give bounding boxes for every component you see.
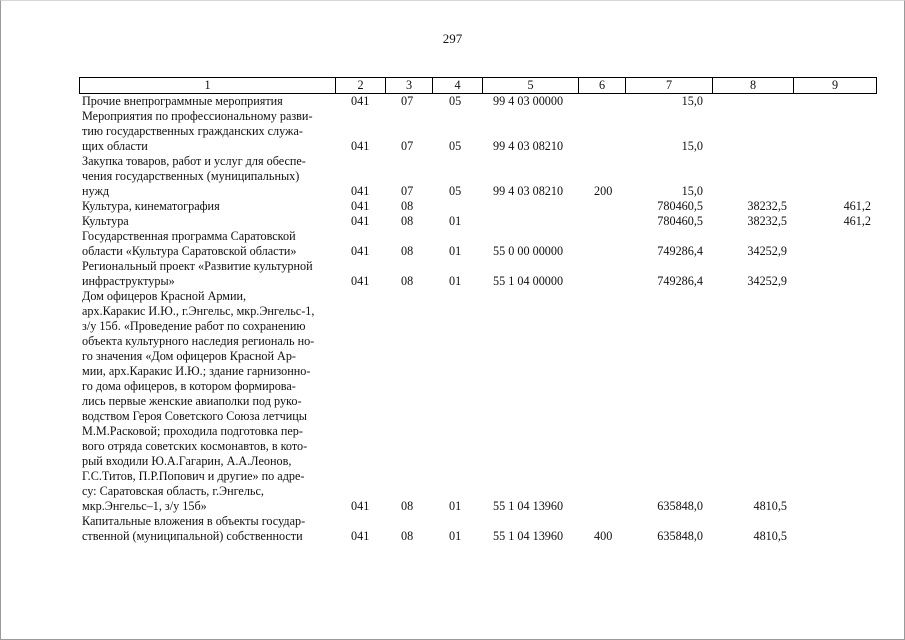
description-line: Дом офицеров Красной Армии, — [82, 289, 247, 303]
cell-col-3: 08 — [401, 274, 414, 288]
row-description — [82, 154, 332, 199]
table-row — [0, 514, 905, 544]
cell-col-3: 07 — [401, 139, 414, 153]
cell-col-4: 05 — [449, 184, 462, 198]
description-line: щих области — [82, 139, 148, 153]
description-line: лись первые женские авиаполки под руко- — [82, 394, 302, 408]
description-line: ственной (муниципальной) собственности — [82, 529, 303, 543]
cell-col-5: 55 1 04 13960 — [493, 529, 564, 543]
description-line: области «Культура Саратовской области» — [82, 244, 297, 258]
row-description — [82, 514, 332, 544]
cell-col-9: 461,2 — [843, 199, 871, 213]
description-line: тию государственных гражданских служа- — [82, 124, 303, 138]
cell-col-3: 07 — [401, 184, 414, 198]
cell-col-5: 55 1 04 13960 — [493, 499, 564, 513]
cell-col-5: 99 4 03 08210 — [493, 139, 564, 153]
description-line: Культура — [82, 214, 129, 228]
cell-col-7: 15,0 — [681, 94, 703, 108]
cell-col-6: 400 — [594, 529, 613, 543]
cell-col-6: 200 — [594, 184, 613, 198]
cell-col-7: 780460,5 — [657, 214, 703, 228]
description-line: Прочие внепрограммные мероприятия — [82, 94, 283, 108]
description-line: Закупка товаров, работ и услуг для обеспе- — [82, 154, 306, 168]
table-row — [0, 214, 905, 229]
cell-col-4: 01 — [449, 529, 462, 543]
description-line: Г.С.Титов, П.Р.Попович и другие» по адре- — [82, 469, 305, 483]
description-line: инфраструктуры» — [82, 274, 175, 288]
description-line: з/у 15б. «Проведение работ по сохранению — [82, 319, 306, 333]
cell-col-7: 635848,0 — [657, 529, 703, 543]
cell-col-5: 99 4 03 00000 — [493, 94, 564, 108]
row-description — [82, 109, 332, 154]
row-description — [82, 199, 332, 214]
header-col-5: 5 — [482, 78, 578, 93]
cell-col-2: 041 — [351, 94, 370, 108]
description-line: го значения «Дом офицеров Красной Ар- — [82, 349, 296, 363]
row-description — [82, 229, 332, 259]
table-row — [0, 229, 905, 259]
cell-col-8: 4810,5 — [753, 529, 787, 543]
row-description — [82, 289, 332, 514]
header-col-4: 4 — [432, 78, 482, 93]
cell-col-7: 749286,4 — [657, 274, 703, 288]
header-col-8: 8 — [712, 78, 793, 93]
cell-col-8: 34252,9 — [747, 244, 787, 258]
description-line: Государственная программа Саратовской — [82, 229, 296, 243]
cell-col-2: 041 — [351, 529, 370, 543]
cell-col-7: 749286,4 — [657, 244, 703, 258]
cell-col-8: 38232,5 — [747, 214, 787, 228]
cell-col-2: 041 — [351, 214, 370, 228]
header-col-6: 6 — [578, 78, 625, 93]
cell-col-3: 08 — [401, 244, 414, 258]
table-row — [0, 109, 905, 154]
description-line: рый входили Ю.А.Гагарин, А.А.Леонов, — [82, 454, 292, 468]
header-col-1: 1 — [79, 78, 335, 93]
description-line: нужд — [82, 184, 110, 198]
description-line: Капитальные вложения в объекты государ- — [82, 514, 306, 528]
cell-col-7: 15,0 — [681, 184, 703, 198]
description-line: арх.Каракис И.Ю., г.Энгельс, мкр.Энгельс-1, — [82, 304, 315, 318]
cell-col-7: 15,0 — [681, 139, 703, 153]
table-row — [0, 94, 905, 109]
table-row — [0, 199, 905, 214]
table-header — [79, 77, 877, 94]
cell-col-4: 01 — [449, 244, 462, 258]
cell-col-4: 05 — [449, 139, 462, 153]
description-line: Мероприятия по профессиональному разви- — [82, 109, 313, 123]
cell-col-3: 08 — [401, 529, 414, 543]
cell-col-8: 34252,9 — [747, 274, 787, 288]
description-line: чения государственных (муниципальных) — [82, 169, 300, 183]
page-number: 297 — [442, 31, 463, 46]
header-col-7: 7 — [625, 78, 712, 93]
cell-col-2: 041 — [351, 184, 370, 198]
cell-col-3: 08 — [401, 214, 414, 228]
cell-col-5: 55 1 04 00000 — [493, 274, 564, 288]
cell-col-4: 05 — [449, 94, 462, 108]
cell-col-2: 041 — [351, 199, 370, 213]
description-line: водством Героя Советского Союза летчицы — [82, 409, 307, 423]
table-row — [0, 259, 905, 289]
cell-col-4: 01 — [449, 499, 462, 513]
row-description — [82, 259, 332, 289]
cell-col-4: 01 — [449, 214, 462, 228]
cell-col-7: 635848,0 — [657, 499, 703, 513]
description-line: мии, арх.Каракис И.Ю.; здание гарнизонно- — [82, 364, 311, 378]
description-line: мкр.Энгельс–1, з/у 15б» — [82, 499, 207, 513]
description-line: су: Саратовская область, г.Энгельс, — [82, 484, 264, 498]
cell-col-4: 01 — [449, 274, 462, 288]
cell-col-3: 08 — [401, 199, 414, 213]
header-col-9: 9 — [793, 78, 877, 93]
table-row — [0, 289, 905, 514]
cell-col-2: 041 — [351, 139, 370, 153]
table-row — [0, 154, 905, 199]
cell-col-3: 08 — [401, 499, 414, 513]
description-line: М.М.Расковой; проходила подготовка пер- — [82, 424, 303, 438]
cell-col-8: 4810,5 — [753, 499, 787, 513]
cell-col-9: 461,2 — [843, 214, 871, 228]
cell-col-7: 780460,5 — [657, 199, 703, 213]
description-line: Культура, кинематография — [82, 199, 220, 213]
header-col-2: 2 — [335, 78, 385, 93]
cell-col-2: 041 — [351, 274, 370, 288]
cell-col-3: 07 — [401, 94, 414, 108]
cell-col-5: 55 0 00 00000 — [493, 244, 564, 258]
cell-col-8: 38232,5 — [747, 199, 787, 213]
description-line: го дома офицеров, в котором формирова- — [82, 379, 296, 393]
description-line: Региональный проект «Развитие культурной — [82, 259, 313, 273]
row-description — [82, 94, 332, 109]
row-description — [82, 214, 332, 229]
cell-col-2: 041 — [351, 499, 370, 513]
description-line: вого отряда советских космонавтов, в кото- — [82, 439, 308, 453]
cell-col-2: 041 — [351, 244, 370, 258]
cell-col-5: 99 4 03 08210 — [493, 184, 564, 198]
header-col-3: 3 — [385, 78, 432, 93]
description-line: объекта культурного наследия региональ но- — [82, 334, 315, 348]
